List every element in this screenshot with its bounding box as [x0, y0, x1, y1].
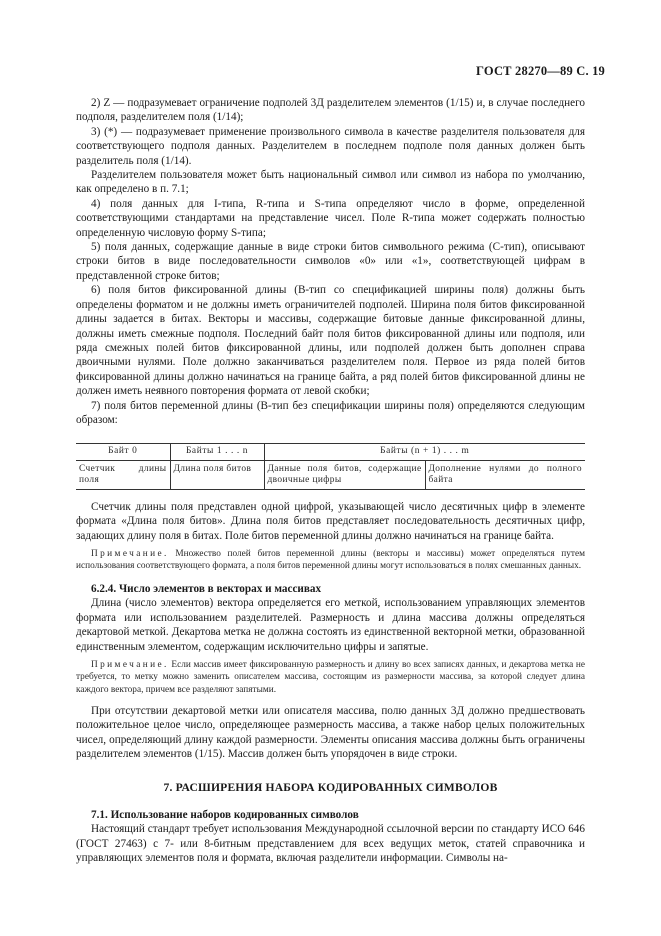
paragraph-item-7: 7) поля битов переменной длины (В-тип без спецификации ширины поля) определяются следующим образом: [76, 399, 585, 426]
paragraph-charsets: Настоящий стандарт требует использования Международной ссылочной версии по стандарту ИСО 646 (ГОСТ 27463) с 7- или 8-битным представлением для всех ведущих меток, статей справочника и управляющих элементов поля и формата, включая разделители информации. Символы на- [76, 823, 585, 865]
bit-field-format-table [76, 443, 585, 490]
note-text: Если массив имеет фиксированную размерность и длину во всех записях данных, и декартова метка не требуется, то метку можно заменить описателем массива, состоящим из размерности массива, за которой следует длина каждого вектора, причем все разделяют запятыми. [76, 660, 585, 695]
page-content [76, 96, 585, 866]
table-cell-length-counter: Счетчик длины поля [76, 460, 170, 489]
table-cell-zero-padding: Дополнение нулями до полного байта [425, 460, 585, 489]
paragraph-array-description: При отсутствии декартовой метки или описателя массива, полю данных 3Д должно предшествовать положительное целое число, определяющее размерность массива, а также набор целых положительных чисел, определяющий длину каждой размерности. Элементы описания массива должны быть ограничены разделителем элементов (1/15). Массив должен быть упорядочен в виде строки. [76, 704, 585, 760]
table-header-byte0: Байт 0 [76, 444, 170, 461]
paragraph-length-counter: Счетчик длины поля представлен одной цифрой, указывающей число десятичных цифр в элементе формата «Длина поля битов». Длина поля битов представляет последовательность десятичных цифр, задающих длину поля в битах. Поле битов переменной длины должно начинаться на границе байта. [76, 500, 585, 542]
paragraph-item-2: 2) Z — подразумевает ограничение подполей 3Д разделителем элементов (1/15) и, в случае последнего подполя, разделителем поля (1/14); [76, 97, 585, 124]
section-heading: 7. РАСШИРЕНИЯ НАБОРА КОДИРОВАННЫХ СИМВОЛОВ [163, 781, 498, 795]
table-row [76, 460, 585, 489]
table-cell-bit-length: Длина поля битов [170, 460, 264, 489]
note-label: Примечание. [91, 660, 169, 671]
paragraph-item-4: 4) поля данных для I-типа, R-типа и S-типа определяют число в форме, определенной соответствующими стандартами на представление чисел. Поле R-типа может содержать полностью определенную числовую форму S-типа; [76, 197, 585, 239]
paragraph-user-separator: Разделителем пользователя может быть национальный символ или символ из набора по умолчанию, как определено в п. 7.1; [76, 169, 585, 196]
note-text: Множество полей битов переменной длины (векторы и массивы) может определяться путем использования соответствующего формата, а поля битов переменной длины могут использоваться в полях смешанных данных. [76, 549, 585, 572]
table-header-bytes-n1-m: Байты (n + 1) . . . m [264, 444, 585, 461]
table-cell-bit-data: Данные поля битов, содержащие двоичные цифры [264, 460, 425, 489]
subsection-heading: 6.2.4. Число элементов в векторах и массивах [91, 583, 322, 596]
note-label: Примечание. [91, 549, 169, 560]
table-header-row [76, 444, 585, 461]
paragraph-item-3: 3) (*) — подразумевает применение произвольного символа в качестве разделителя пользователя для соответствующего подполя данных. Разделителем в последнем подполе поля данных должен быть разделитель поля (1/14). [76, 125, 585, 167]
note-array-descriptor [76, 659, 585, 696]
note-variable-bits [76, 548, 585, 572]
subsection-heading-7-1: 7.1. Использование наборов кодированных символов [91, 809, 359, 822]
table-header-bytes-1-n: Байты 1 . . . n [170, 444, 264, 461]
paragraph-vector-length: Длина (число элементов) вектора определяется его меткой, использованием управляющих элементов формата или использованием разделителей. Размерность и длина массива должны определяться декартовой меткой. Декартова метка не должна состоять из единственной векторной метки, образованной единственным элементом, содержащим исключительно цифры и запятые. [76, 597, 585, 653]
paragraph-item-6: 6) поля битов фиксированной длины (В-тип со спецификацией ширины поля) должны быть определены форматом и не должны иметь ограничителей подполей. Ширина поля битов фиксированной длины задается в битах. Векторы и массивы, содержащие битовые данные фиксированной длины, должны иметь смежные подполя. Последний байт поля битов фиксированной длины или подполя, или ряда смежных полей битов фиксированной длины, или подполей должен быть дополнен справа двоичными нулями. Поле должно заканчиваться разделителем поля. Первое из ряда полей битов фиксированной длины должно начинаться на границе байта, а ряд полей битов фиксированной длины не должен иметь неявного повторения формата от левой скобки; [76, 284, 585, 398]
paragraph-item-5: 5) поля данных, содержащие данные в виде строки битов символьного режима (С-тип), описывают строки битов в виде последовательности символов «0» или «1», соответствующей цифрам в представленной строке битов; [76, 241, 585, 282]
running-header: ГОСТ 28270—89 С. 19 [476, 64, 605, 78]
